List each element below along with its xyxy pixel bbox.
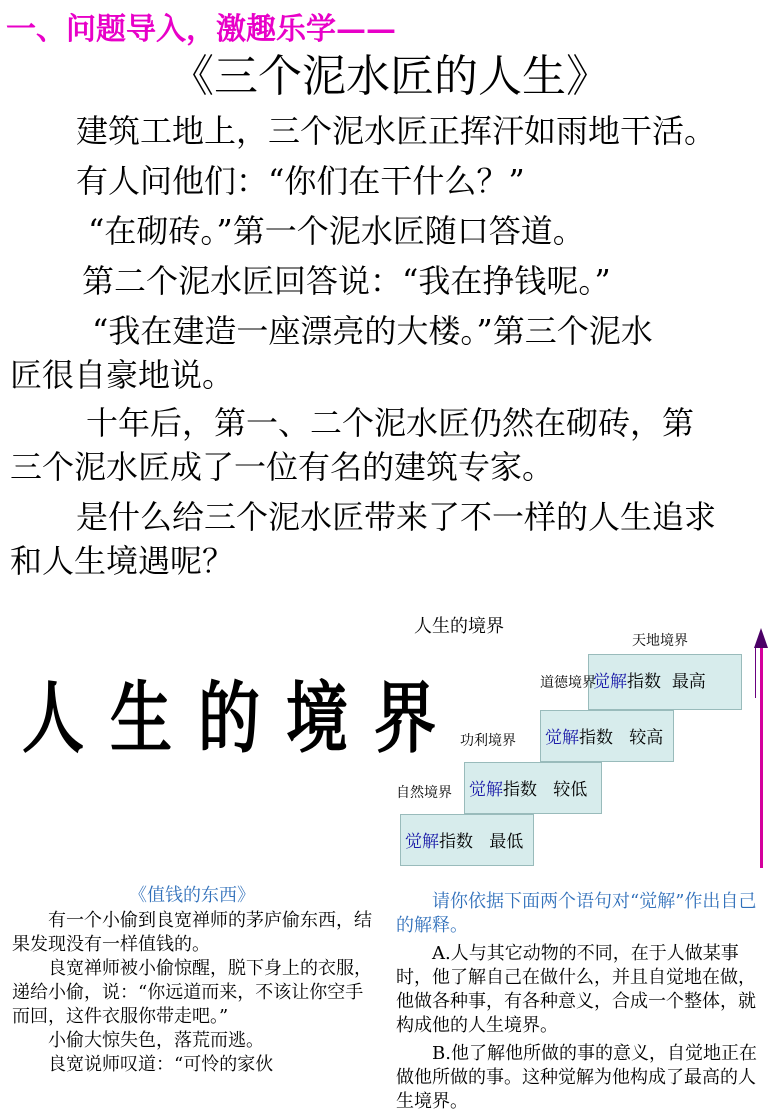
level-label-daode: 道德境界: [540, 675, 596, 691]
paragraph: 良宽说师叹道：“可怜的家伙: [48, 1054, 274, 1075]
paragraph: 良宽禅师被小偷惊醒，脱下身上的衣服，递给小偷，说：“你远道而来，不该让你空手而回，这件衣服你带走吧。”: [12, 958, 372, 1027]
level-label-gongli: 功利境界: [460, 733, 516, 749]
story-valuable-things: [12, 884, 372, 1077]
statement-b: B.他了解他所做的事的意义，自觉地正在做他所做的事。这种觉解为他构成了最高的人生境界。: [396, 1043, 757, 1112]
section-heading: 一、问题导入，激趣乐学——: [6, 12, 396, 47]
step-rank: 最低: [489, 832, 524, 852]
step-rest: 指数: [579, 728, 613, 748]
step-rest: 指数: [503, 780, 537, 800]
story-line: “在砌砖。”第一个泥水匠随口答道。: [88, 212, 585, 250]
step-key: 觉解: [405, 832, 439, 852]
upward-arrow: [760, 634, 763, 868]
story-line: 三个泥水匠成了一位有名的建筑专家。: [10, 448, 555, 486]
diagram-title: 人生的境界: [414, 616, 504, 637]
step-daode: [540, 710, 674, 762]
story-line: 建筑工地上，三个泥水匠正挥汗如雨地干活。: [76, 112, 717, 150]
step-ziran: [400, 814, 534, 866]
story-line: 是什么给三个泥水匠带来了不一样的人生追求: [76, 498, 717, 536]
step-gongli: [464, 762, 602, 814]
step-rank: 较低: [553, 780, 588, 800]
question-prompt: 请你依据下面两个语句对“觉解”作出自己的解释。: [396, 891, 757, 936]
paragraph: 小偷大惊失色，落荒而逃。: [48, 1030, 264, 1051]
story-line: 有人问他们：“你们在干什么？”: [76, 162, 525, 200]
story-line: 十年后，第一、二个泥水匠仍然在砌砖，第: [86, 404, 695, 442]
valuable-things-title: 《值钱的东西》: [129, 885, 255, 906]
step-rest: 指数: [627, 672, 661, 692]
paragraph: 有一个小偷到良宽禅师的茅庐偷东西，结果发现没有一样值钱的。: [12, 910, 372, 955]
step-key: 觉解: [545, 728, 579, 748]
arrow-head-icon: [754, 628, 768, 648]
story-line: 匠很自豪地说。: [10, 356, 235, 394]
step-rank: 较高: [629, 728, 664, 748]
juejie-question: [396, 890, 770, 1114]
step-rank: 最高: [671, 672, 706, 692]
statement-a: A.人与其它动物的不同，在于人做某事时，他了解自己在做什么，并且自觉地在做，他做各种事，有各种意义，合成一个整体，就构成他的人生境界。: [396, 943, 756, 1036]
step-rest: 指数: [439, 832, 473, 852]
upward-arrow-inner-line: [755, 648, 756, 698]
story-line: 第二个泥水匠回答说：“我在挣钱呢。”: [82, 262, 611, 300]
step-key: 觉解: [469, 780, 503, 800]
story-line: “我在建造一座漂亮的大楼。”第三个泥水: [92, 312, 653, 350]
step-key: 觉解: [593, 672, 627, 692]
slide-big-title: 人生的境界: [22, 672, 463, 764]
step-tiandi: [588, 654, 742, 710]
story-line: 和人生境遇呢？: [10, 542, 235, 580]
level-label-tiandi: 天地境界: [632, 633, 688, 649]
story-title: 《三个泥水匠的人生》: [170, 51, 610, 102]
level-label-ziran: 自然境界: [396, 785, 452, 801]
